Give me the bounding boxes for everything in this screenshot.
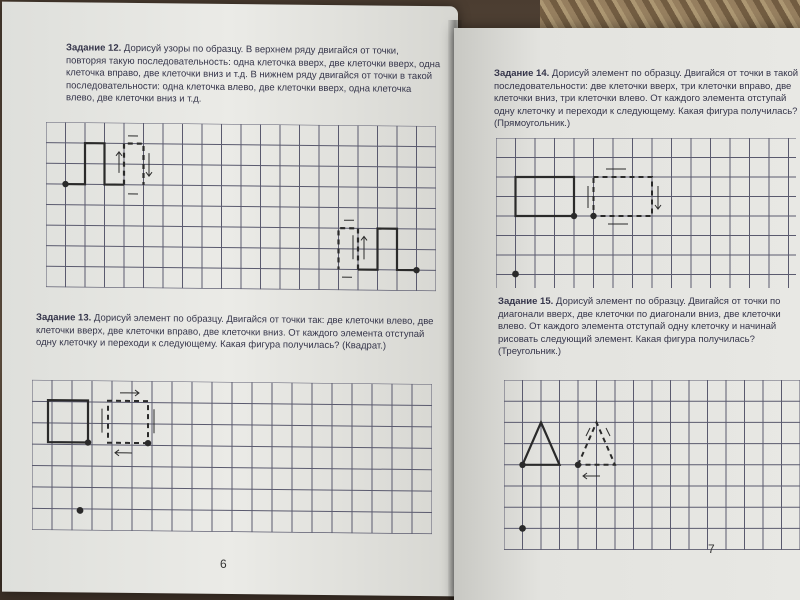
task-13: [36, 312, 436, 354]
task-13-text: Дорисуй элемент по образцу. Двигайся от точки так: две клеточки влево, две клеточки вверх, две клеточки вправо, две клеточки вниз. От каждого элемента отступай одну клеточку и переходи к следующему. Какая фигура получилась? (Квадрат.): [36, 312, 434, 352]
task-13-arrows: [102, 390, 154, 457]
task-15: [498, 296, 798, 359]
task-15-dot-1: [519, 462, 525, 468]
task-12-grid: [46, 122, 436, 291]
task-12-top-start-dot: [62, 181, 68, 187]
task-14-text: Дорисуй элемент по образцу. Двигайся от точки в такой последовательности: две клеточки вверх, три клеточки вправо, две клеточки вниз, три клеточки влево. От каждого элемента отступай одну клеточку и переходи к следующему. Какая фигура получилась? (Прямоугольник.): [494, 68, 799, 129]
right-page: [454, 28, 800, 600]
task-15-next-start-dot: [519, 525, 526, 532]
task-12-bottom-start-dot: [413, 267, 419, 273]
task-12-text: Дорисуй узоры по образцу. В верхнем ряду двигайся от точки, повторяя такую последовательность: одна клеточка вверх, две клеточки вверх, одна клеточка вправо, две клеточки вниз и т.д. В нижнем ряду двигайся от точки в такой последовательности: одна клеточка влево, две клеточки вверх, одна клеточка влево, две клеточки вниз и т.д.: [66, 42, 441, 105]
task-15-text: Дорисуй элемент по образцу. Двигайся от точки по диагонали вверх, две клеточки по диагонали вниз, две клеточки влево. От каждого элемента отступай одну клеточку и начинай рисовать следующий элемент. Какая фигура получилась? (Треугольник.): [498, 296, 781, 357]
task-14: [494, 68, 799, 131]
task-12: [66, 42, 441, 108]
task-14-number: Задание 14.: [494, 68, 550, 79]
task-13-number: Задание 13.: [36, 311, 92, 324]
task-15-number: Задание 15.: [498, 296, 554, 307]
task-13-grid: [32, 380, 432, 534]
task-13-square-dashed: [108, 401, 148, 443]
left-page: [2, 2, 458, 597]
task-14-grid: [496, 138, 796, 288]
task-14-dot-1: [571, 213, 577, 219]
task-12-number: Задание 12.: [66, 42, 122, 54]
task-15-grid: [504, 380, 800, 550]
page-number-right: 7: [708, 542, 715, 556]
task-14-next-start-dot: [512, 271, 519, 278]
task-13-square-sample: [48, 400, 88, 442]
task-15-dot-2: [575, 462, 581, 468]
task-13-next-start-dot: [77, 507, 84, 514]
task-14-dot-2: [590, 213, 596, 219]
page-number-left: 6: [220, 556, 227, 571]
